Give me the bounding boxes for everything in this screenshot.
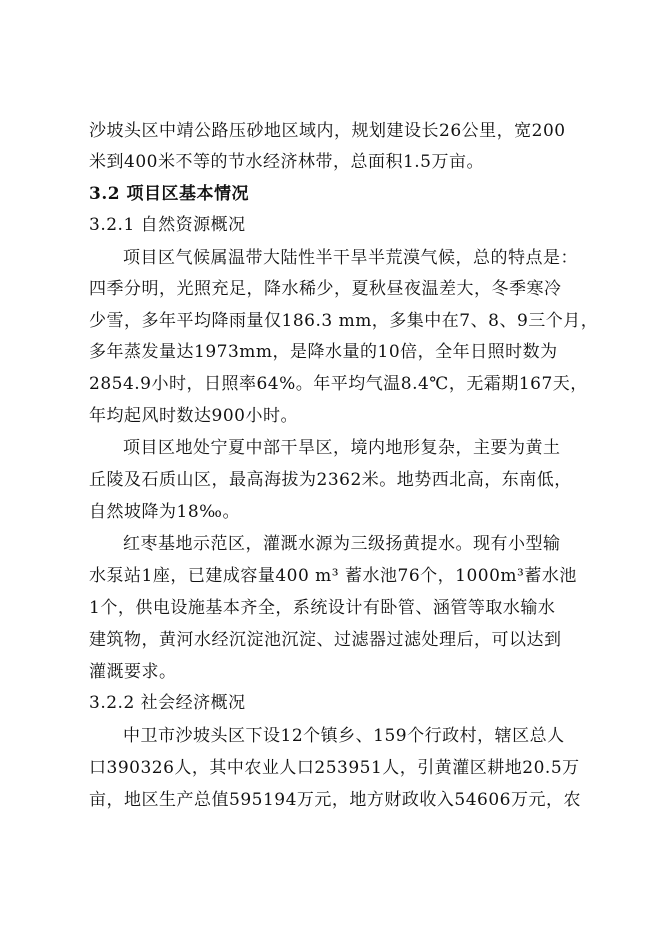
paragraph-line: 四季分明，光照充足，降水稀少，夏秋昼夜温差大，冬季寒冷 [89,279,562,299]
paragraph-line: 红枣基地示范区，灌溉水源为三级扬黄提水。现有小型输 [123,534,561,554]
paragraph-line: 亩，地区生产总值595194万元，地方财政收入54606万元，农 [89,790,581,810]
paragraph-line: 自然坡降为18‰。 [89,502,240,522]
paragraph-line: 米到400米不等的节水经济林带，总面积1.5万亩。 [89,152,484,172]
paragraph-line: 年均起风时数达900小时。 [89,406,298,426]
paragraph-line: 少雪，多年平均降雨量仅186.3 mm，多集中在7、8、9三个月， [89,311,599,331]
paragraph-line: 1个，供电设施基本齐全，系统设计有卧管、涵管等取水输水 [89,598,556,618]
paragraph-line: 项目区气候属温带大陆性半干旱半荒漠气候，总的特点是： [123,248,578,268]
section-heading: 3.2 项目区基本情况 [89,184,249,204]
paragraph-line: 丘陵及石质山区，最高海拔为2362米。地势西北高，东南低， [89,470,572,490]
paragraph-line: 建筑物，黄河水经沉淀池沉淀、过滤器过滤处理后，可以达到 [89,630,562,650]
paragraph-line: 项目区地处宁夏中部干旱区，境内地形复杂，主要为黄土 [123,438,561,458]
subsection-heading: 3.2.1 自然资源概况 [89,215,246,235]
subsection-heading: 3.2.2 社会经济概况 [89,693,246,713]
paragraph-line: 中卫市沙坡头区下设12个镇乡、159个行政村，辖区总人 [123,726,565,746]
paragraph-line: 2854.9小时，日照率64%。年平均气温8.4℃，无霜期167天， [89,374,588,394]
paragraph-line: 水泵站1座，已建成容量400 m³ 蓄水池76个，1000m³蓄水池 [89,566,577,586]
paragraph-line: 口390326人，其中农业人口253951人，引黄灌区耕地20.5万 [89,758,580,778]
paragraph-line: 沙坡头区中靖公路压砂地区域内，规划建设长26公里，宽200 [89,121,566,141]
paragraph-line: 灌溉要求。 [89,662,177,682]
paragraph-line: 多年蒸发量达1973mm，是降水量的10倍，全年日照时数为 [89,342,558,362]
